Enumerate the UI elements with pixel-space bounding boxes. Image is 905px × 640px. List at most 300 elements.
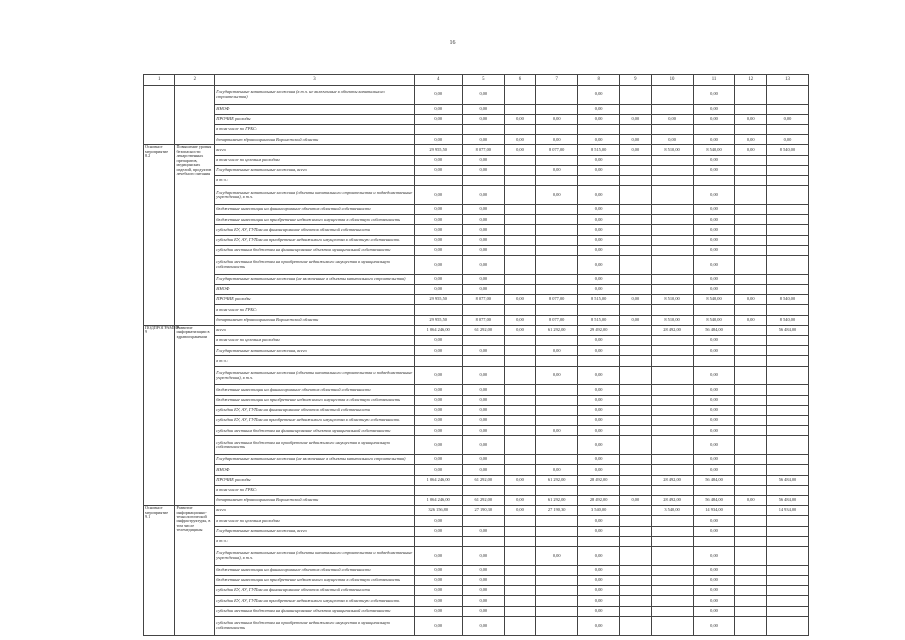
amount-cell [536,125,578,135]
amount-cell: 0,00 [462,284,504,294]
table-row [144,395,809,405]
amount-cell [620,225,651,235]
column-number: 13 [766,75,808,86]
amount-cell [620,336,651,346]
amount-cell [735,85,766,104]
amount-cell [766,436,808,455]
amount-cell: 0,00 [462,186,504,205]
amount-cell [651,245,693,255]
amount-cell [620,85,651,104]
amount-cell: 0,00 [414,455,462,465]
amount-cell: 0,00 [620,135,651,145]
amount-cell [414,176,462,186]
amount-cell: 29 955,50 [414,145,462,155]
amount-cell: 0,00 [693,385,735,395]
amount-cell [504,336,535,346]
amount-cell [766,274,808,284]
amount-cell [504,616,535,635]
amount-cell: 0,00 [735,315,766,325]
amount-cell [651,465,693,475]
amount-cell: 0,00 [504,145,535,155]
amount-cell: 0,00 [620,295,651,305]
amount-cell [414,356,462,366]
amount-cell [504,205,535,215]
table-row [144,114,809,124]
amount-cell: 0,00 [414,586,462,596]
amount-cell [651,516,693,526]
amount-cell [620,586,651,596]
amount-cell: 0,00 [693,225,735,235]
amount-cell [651,125,693,135]
amount-cell: 0,00 [504,325,535,335]
table-row [144,586,809,596]
expense-description: Государственные капитальные вложения, всего [215,346,414,356]
amount-cell: 0,00 [414,575,462,585]
amount-cell: 27 190,30 [462,506,504,516]
amount-cell [766,225,808,235]
expense-description: Государственные капитальные вложения (не включенные в объекты капитального строительства) [215,274,414,284]
amount-cell: 0,00 [414,274,462,284]
amount-cell: 8 510,00 [651,315,693,325]
amount-cell: 0,00 [462,455,504,465]
amount-cell: 0,00 [462,547,504,566]
table-row [144,295,809,305]
expense-description: ПРОЧИЕ расходы [215,114,414,124]
amount-cell: 61 292,00 [536,475,578,485]
table-row [144,245,809,255]
amount-cell [651,606,693,616]
amount-cell [414,125,462,135]
amount-cell: 0,00 [536,165,578,175]
amount-cell [766,565,808,575]
amount-cell: 0,00 [414,215,462,225]
amount-cell: 0,00 [578,274,620,284]
amount-cell [536,235,578,245]
amount-cell [735,586,766,596]
amount-cell: 0,00 [578,284,620,294]
amount-cell: 0,00 [462,114,504,124]
amount-cell [766,516,808,526]
amount-cell: 0,00 [578,186,620,205]
expense-description: бюджетные инвестиции на финансирование объектов областной собственности [215,565,414,575]
amount-cell [536,356,578,366]
table-row [144,575,809,585]
program-title-cell: Повышение уровня безопасности лекарственных препаратов, медицинских изделий, продуктов лечебного питания [175,145,215,325]
amount-cell [536,565,578,575]
amount-cell [414,536,462,546]
amount-cell [651,416,693,426]
amount-cell [735,596,766,606]
amount-cell [766,586,808,596]
amount-cell: 0,00 [578,165,620,175]
amount-cell: 0,00 [504,475,535,485]
amount-cell [766,536,808,546]
page-number: 16 [449,40,456,46]
amount-cell: 0,00 [462,104,504,114]
amount-cell: 1 064 246,00 [414,495,462,505]
amount-cell [735,346,766,356]
amount-cell [651,586,693,596]
amount-cell [504,565,535,575]
amount-cell: 0,00 [620,495,651,505]
amount-cell: 0,00 [462,616,504,635]
amount-cell [504,455,535,465]
amount-cell: 28 492,00 [651,325,693,335]
amount-cell: 0,00 [414,284,462,294]
amount-cell [735,186,766,205]
amount-cell [536,284,578,294]
program-title-cell: Развитие информационно-технологической инфраструктуры, в том числе телемедицины [175,506,215,636]
amount-cell [504,536,535,546]
amount-cell: 0,00 [414,205,462,215]
amount-cell [620,256,651,275]
amount-cell [536,205,578,215]
table-row [144,426,809,436]
amount-cell: 0,00 [462,526,504,536]
program-code-cell: Основное мероприятие 8.2 [144,145,175,325]
amount-cell: 0,00 [504,295,535,305]
amount-cell [536,305,578,315]
amount-cell: 0,00 [462,155,504,165]
amount-cell [620,205,651,215]
amount-cell: 0,00 [462,575,504,585]
amount-cell [651,536,693,546]
amount-cell [620,455,651,465]
amount-cell [766,356,808,366]
amount-cell [735,104,766,114]
expense-description: в т.ч.: [215,176,414,186]
amount-cell [651,455,693,465]
amount-cell [693,176,735,186]
expense-description: всего [215,325,414,335]
amount-cell: 8 510,00 [651,295,693,305]
amount-cell: 0,00 [693,114,735,124]
amount-cell [735,336,766,346]
amount-cell: 0,00 [693,104,735,114]
expense-description: бюджетные инвестиции на приобретение недвижимого имущества в областную собственность [215,575,414,585]
amount-cell: 8 515,00 [578,315,620,325]
amount-cell: 56 484,00 [766,475,808,485]
column-number: 11 [693,75,735,86]
amount-cell [735,436,766,455]
expense-description: субсидии БУ, АУ, ГУПам на финансирование объектов областной собственности [215,225,414,235]
amount-cell: 0,00 [620,315,651,325]
amount-cell [766,596,808,606]
expense-description: субсидии БУ, АУ, ГУПам на приобретение недвижимого имущества в областную собственность [215,416,414,426]
table-row [144,385,809,395]
amount-cell [578,356,620,366]
amount-cell [462,536,504,546]
amount-cell [735,405,766,415]
amount-cell: 0,00 [693,85,735,104]
table-row [144,336,809,346]
table-row [144,356,809,366]
table-row [144,565,809,575]
amount-cell: 0,00 [414,135,462,145]
amount-cell [735,165,766,175]
amount-cell [651,526,693,536]
amount-cell: 0,00 [414,606,462,616]
expense-description: департамент здравоохранения Воронежской области [215,495,414,505]
amount-cell [504,485,535,495]
amount-cell: 0,00 [504,506,535,516]
amount-cell [735,616,766,635]
budget-table [143,74,809,636]
amount-cell [462,516,504,526]
amount-cell [620,616,651,635]
amount-cell [766,526,808,536]
amount-cell: 0,00 [693,274,735,284]
amount-cell: 0,00 [693,215,735,225]
amount-cell [504,155,535,165]
amount-cell: 0,00 [462,135,504,145]
amount-cell: 0,00 [735,495,766,505]
expense-description: Государственные капитальные вложения (не включенные в объекты капитального строительства) [215,455,414,465]
amount-cell [735,205,766,215]
amount-cell: 0,00 [578,215,620,225]
amount-cell [651,596,693,606]
amount-cell [504,215,535,225]
amount-cell: 0,00 [693,616,735,635]
amount-cell: 1 064 246,00 [414,325,462,335]
amount-cell [620,385,651,395]
amount-cell [620,356,651,366]
amount-cell [735,516,766,526]
amount-cell [735,485,766,495]
amount-cell: 0,00 [414,235,462,245]
amount-cell [766,104,808,114]
amount-cell: 0,00 [693,405,735,415]
amount-cell [504,465,535,475]
table-row [144,225,809,235]
amount-cell: 0,00 [414,336,462,346]
amount-cell [766,366,808,385]
expense-description: в том числе по целевым расходам [215,336,414,346]
amount-cell [620,176,651,186]
amount-cell [651,385,693,395]
amount-cell [735,426,766,436]
amount-cell: 0,00 [462,426,504,436]
amount-cell [735,176,766,186]
amount-cell [620,547,651,566]
amount-cell [620,215,651,225]
program-code-cell: Основное мероприятие 9.1 [144,506,175,636]
amount-cell: 0,00 [578,526,620,536]
amount-cell [578,536,620,546]
table-row [144,536,809,546]
amount-cell: 56 484,00 [693,325,735,335]
amount-cell [651,426,693,436]
expense-description: в том числе по целевым расходам [215,516,414,526]
amount-cell: 8 540,00 [693,145,735,155]
amount-cell [651,395,693,405]
amount-cell: 0,00 [693,284,735,294]
expense-description: Государственные капитальные вложения, всего [215,526,414,536]
amount-cell [504,104,535,114]
amount-cell: 0,00 [462,256,504,275]
table-row [144,305,809,315]
amount-cell: 0,00 [693,606,735,616]
amount-cell [735,575,766,585]
amount-cell [620,536,651,546]
amount-cell [735,547,766,566]
amount-cell [735,475,766,485]
amount-cell [536,436,578,455]
table-row [144,125,809,135]
amount-cell: 8 510,00 [651,145,693,155]
amount-cell: 0,00 [578,104,620,114]
table-row [144,346,809,356]
amount-cell: 61 292,00 [462,325,504,335]
amount-cell [766,455,808,465]
amount-cell: 0,00 [462,274,504,284]
amount-cell [735,526,766,536]
amount-cell [504,405,535,415]
expense-description: Государственные капитальные вложения, всего [215,165,414,175]
amount-cell: 0,00 [462,346,504,356]
amount-cell: 0,00 [578,606,620,616]
amount-cell [693,125,735,135]
amount-cell [766,155,808,165]
amount-cell: 8 515,00 [578,145,620,155]
expense-description: всего [215,145,414,155]
amount-cell [620,235,651,245]
amount-cell: 0,00 [578,346,620,356]
amount-cell [651,565,693,575]
amount-cell [693,305,735,315]
amount-cell [504,436,535,455]
amount-cell: 0,00 [414,225,462,235]
amount-cell [620,565,651,575]
amount-cell: 0,00 [536,135,578,145]
amount-cell: 0,00 [693,395,735,405]
expense-description: ИНОФ [215,465,414,475]
amount-cell [766,485,808,495]
amount-cell: 0,00 [414,616,462,635]
column-number: 5 [462,75,504,86]
amount-cell [504,596,535,606]
program-code-cell: ПОДПРОГРАММА 9 [144,325,175,505]
amount-cell: 0,00 [578,155,620,165]
amount-cell: 0,00 [414,465,462,475]
amount-cell [766,125,808,135]
amount-cell: 14 934,00 [766,506,808,516]
amount-cell [536,606,578,616]
table-row [144,325,809,335]
amount-cell [735,565,766,575]
amount-cell [536,536,578,546]
table-row [144,274,809,284]
amount-cell [504,416,535,426]
amount-cell [735,366,766,385]
amount-cell [735,356,766,366]
table-row [144,475,809,485]
amount-cell: 61 292,00 [462,475,504,485]
amount-cell: 0,00 [693,235,735,245]
amount-cell [651,547,693,566]
amount-cell [536,575,578,585]
amount-cell [504,284,535,294]
amount-cell: 0,00 [578,135,620,145]
amount-cell [504,575,535,585]
amount-cell: 0,00 [578,114,620,124]
amount-cell: 0,00 [578,586,620,596]
table-row [144,104,809,114]
amount-cell: 0,00 [462,436,504,455]
amount-cell [504,125,535,135]
amount-cell: 0,00 [462,465,504,475]
amount-cell: 0,00 [651,114,693,124]
expense-description: субсидии местным бюджетам на финансирование объектов муниципальной собственности [215,245,414,255]
amount-cell: 8 540,00 [766,295,808,305]
amount-cell [620,526,651,536]
expense-description: бюджетные инвестиции на приобретение недвижимого имущества в областную собственность [215,395,414,405]
expense-description: в том числе по ГРБС: [215,485,414,495]
amount-cell: 0,00 [414,516,462,526]
amount-cell: 3 540,00 [578,506,620,516]
expense-description: ПРОЧИЕ расходы [215,295,414,305]
amount-cell [766,284,808,294]
amount-cell: 0,00 [414,526,462,536]
amount-cell [766,235,808,245]
expense-description: субсидии местным бюджетам на приобретение недвижимого имущества в муниципальную собственность [215,256,414,275]
expense-description: субсидии БУ, АУ, ГУПам на финансирование объектов областной собственности [215,586,414,596]
amount-cell [651,436,693,455]
amount-cell [735,155,766,165]
amount-cell: 0,00 [693,186,735,205]
amount-cell [651,165,693,175]
amount-cell: 0,00 [693,465,735,475]
amount-cell [536,85,578,104]
amount-cell: 0,00 [462,565,504,575]
table-row [144,516,809,526]
table-row [144,506,809,516]
amount-cell [735,536,766,546]
column-number: 1 [144,75,175,86]
amount-cell [620,186,651,205]
expense-description: Государственные капитальные вложения (объекты капитального строительства и подведомственные учреждения), в т.ч. [215,186,414,205]
amount-cell [651,256,693,275]
amount-cell [735,215,766,225]
amount-cell [620,155,651,165]
amount-cell: 0,00 [414,346,462,356]
amount-cell [735,256,766,275]
amount-cell [620,485,651,495]
amount-cell: 0,00 [414,155,462,165]
amount-cell [536,385,578,395]
amount-cell [504,426,535,436]
table-row [144,145,809,155]
amount-cell: 0,00 [735,295,766,305]
amount-cell: 0,00 [735,114,766,124]
amount-cell [536,104,578,114]
expense-description: в т.ч.: [215,356,414,366]
expense-description: ИНОФ [215,104,414,114]
amount-cell: 0,00 [693,336,735,346]
amount-cell: 0,00 [578,575,620,585]
amount-cell [536,395,578,405]
amount-cell: 0,00 [536,366,578,385]
table-row [144,215,809,225]
amount-cell [504,395,535,405]
amount-cell [735,284,766,294]
amount-cell [766,245,808,255]
expense-description: в том числе по ГРБС: [215,125,414,135]
amount-cell: 0,00 [462,416,504,426]
amount-cell [766,426,808,436]
amount-cell [620,416,651,426]
amount-cell [536,485,578,495]
